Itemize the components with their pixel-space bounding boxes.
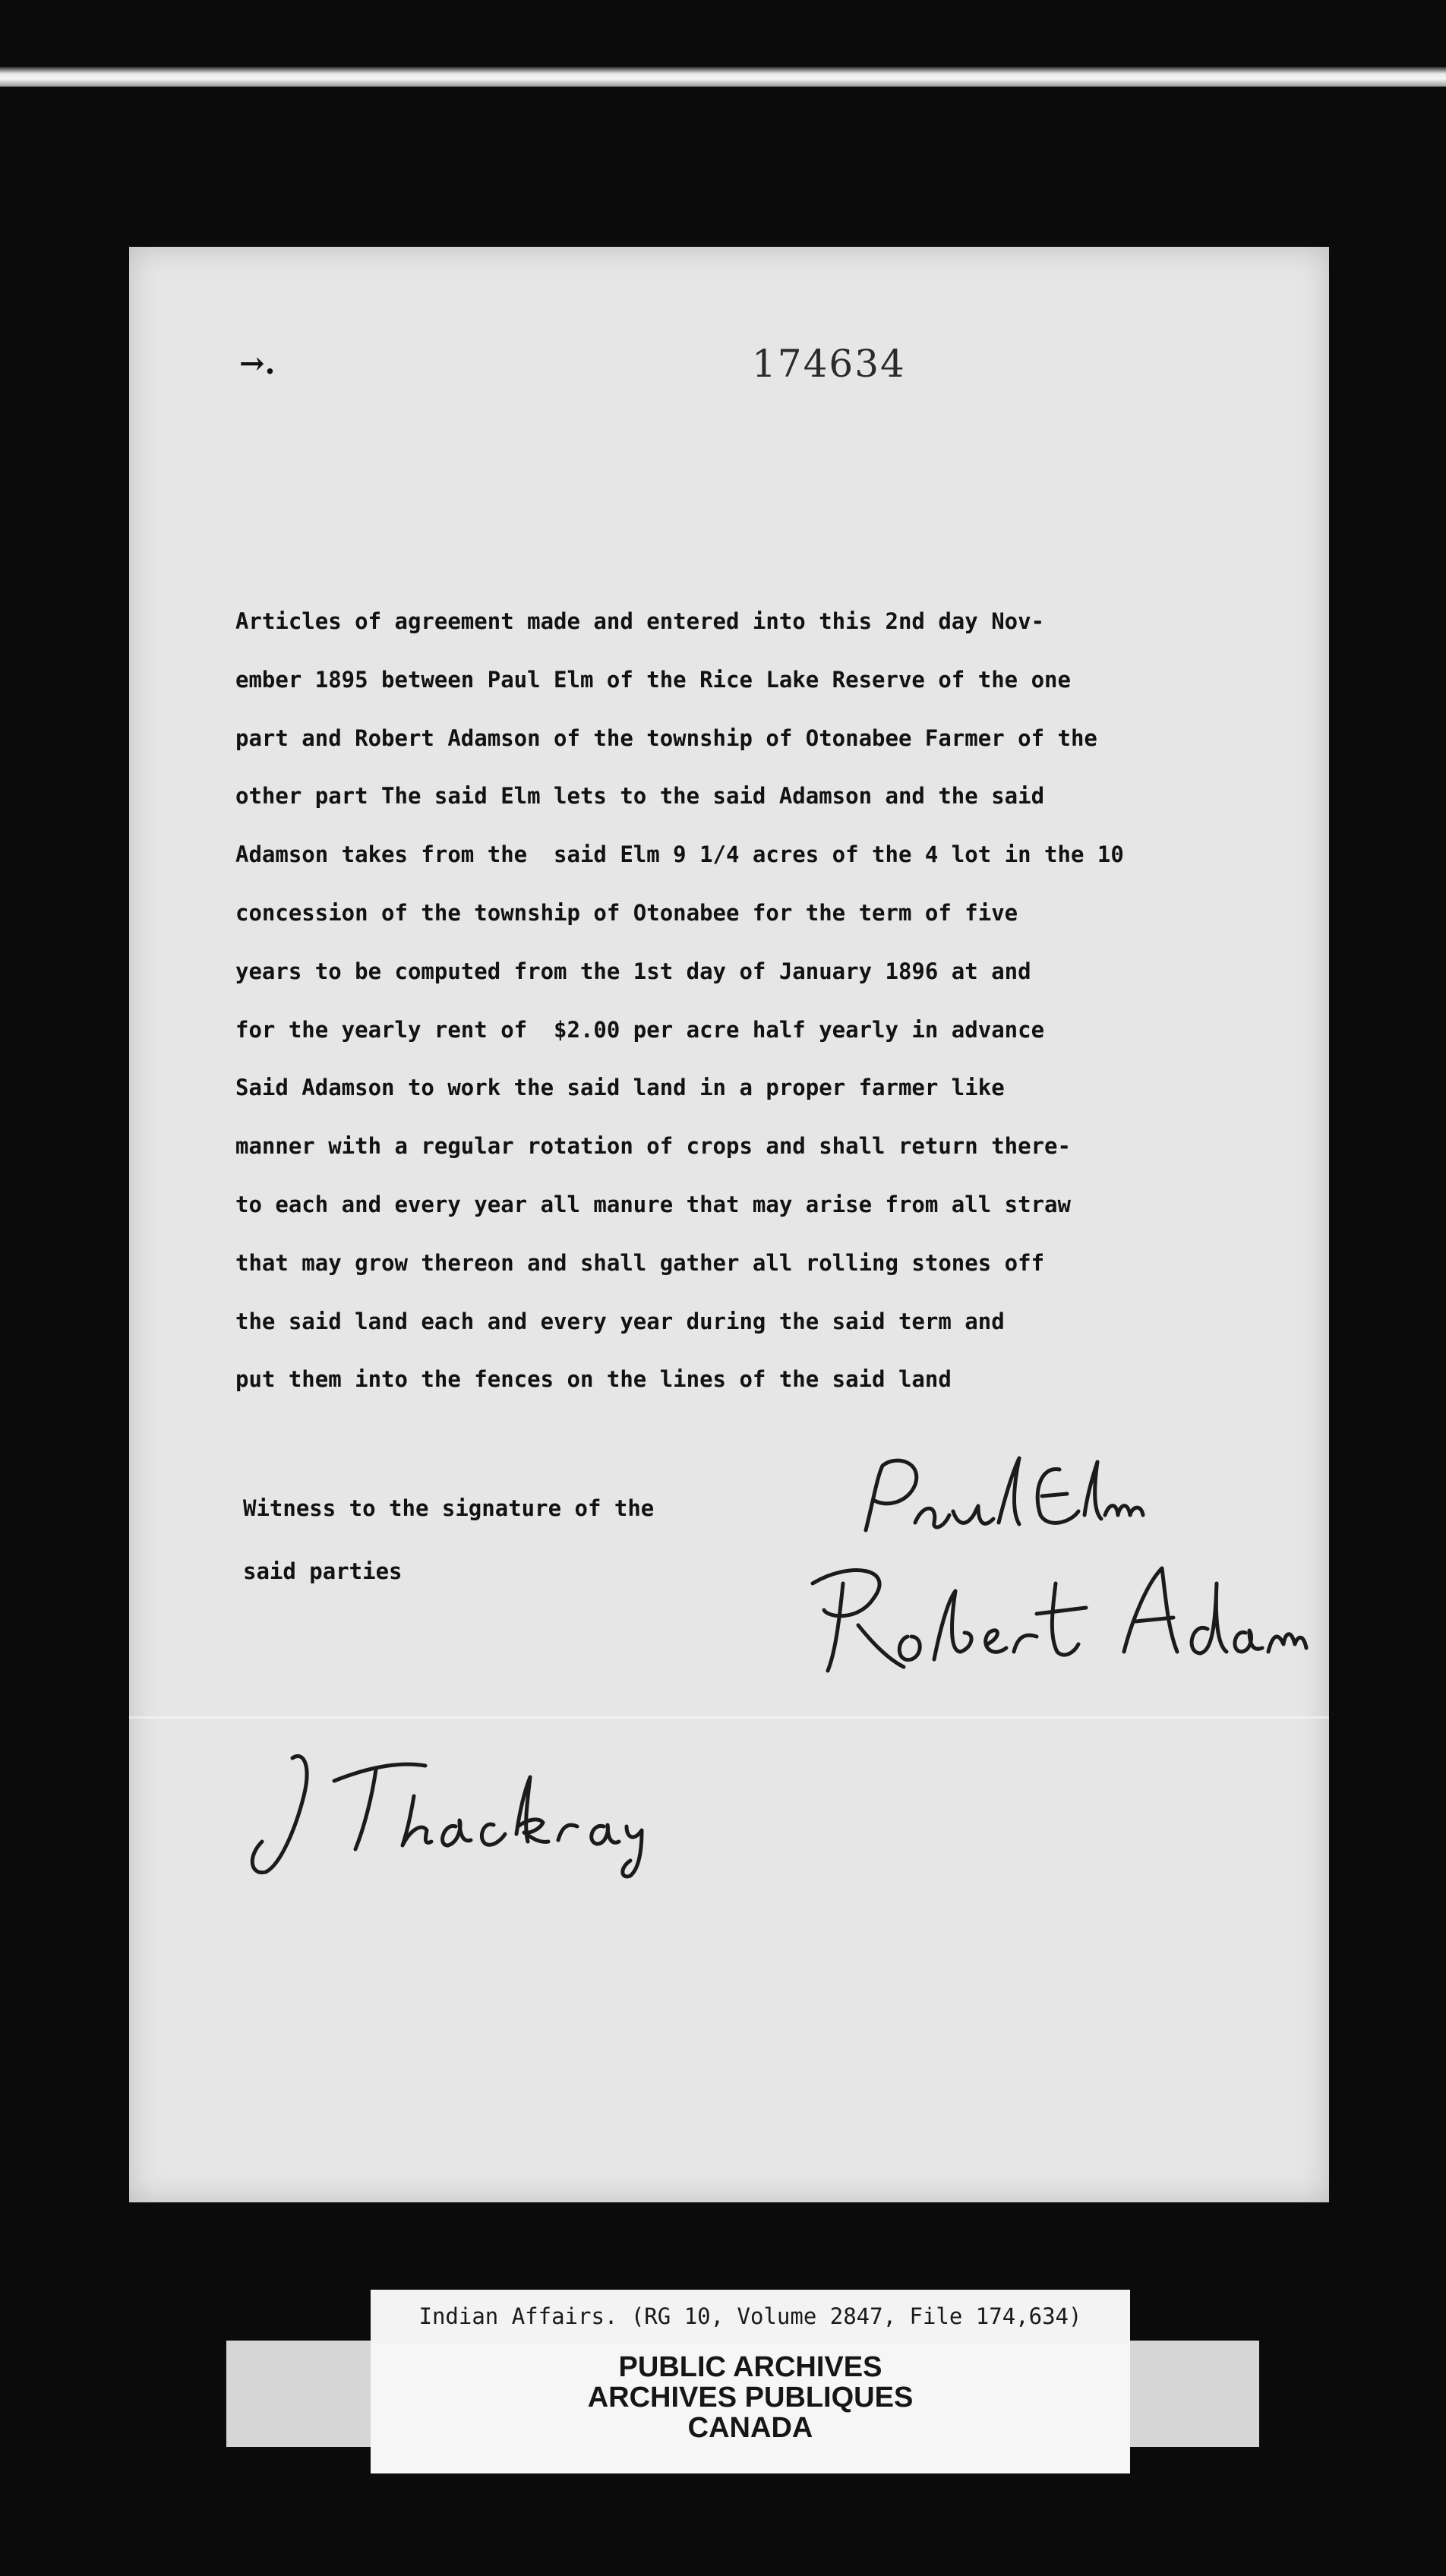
witness-text	[243, 1477, 654, 1603]
agreement-line: Articles of agreement made and entered into this 2nd day Nov-	[235, 608, 1045, 634]
agreement-line: other part The said Elm lets to the said Adamson and the said	[235, 783, 1045, 810]
witness-line: said parties	[243, 1558, 403, 1584]
agreement-line: manner with a regular rotation of crops and shall return there-	[235, 1133, 1071, 1160]
agreement-line: the said land each and every year during the said term and	[235, 1308, 1005, 1334]
paper-fold	[129, 1716, 1329, 1719]
agreement-line: Said Adamson to work the said land in a proper farmer like	[235, 1075, 1005, 1101]
archive-name-fr: ARCHIVES PUBLIQUES	[587, 2382, 914, 2413]
microfilm-edge	[0, 67, 1446, 87]
document-page	[129, 247, 1329, 2202]
agreement-line: years to be computed from the 1st day of January 1896 at and	[235, 958, 1031, 984]
agreement-line: to each and every year all manure that may arise from all straw	[235, 1191, 1071, 1217]
file-number: 174634	[752, 342, 906, 386]
agreement-line: concession of the township of Otonabee for the term of five	[235, 899, 1018, 926]
agreement-line: that may grow thereon and shall gather all rolling stones off	[235, 1249, 1045, 1276]
margin-mark: →.	[239, 346, 276, 381]
archive-name-en: PUBLIC ARCHIVES	[618, 2351, 882, 2383]
agreement-line: put them into the fences on the lines of the said land	[235, 1366, 952, 1393]
signature-robert-adamson	[782, 1538, 1314, 1697]
archive-country: CANADA	[687, 2412, 813, 2444]
signature-witness	[220, 1735, 661, 1887]
agreement-line: ember 1895 between Paul Elm of the Rice Lake Reserve of the one	[235, 666, 1071, 693]
agreement-text	[235, 592, 1283, 1409]
witness-line: Witness to the signature of the	[243, 1495, 655, 1521]
agreement-line: part and Robert Adamson of the township of Otonabee Farmer of the	[235, 724, 1097, 751]
archive-citation: Indian Affairs. (RG 10, Volume 2847, File 174,634)	[371, 2290, 1130, 2343]
agreement-line: for the yearly rent of $2.00 per acre half yearly in advance	[235, 1016, 1045, 1043]
archive-stamp	[371, 2343, 1130, 2449]
agreement-line: Adamson takes from the said Elm 9 1/4 acres of the 4 lot in the 10	[235, 841, 1124, 868]
